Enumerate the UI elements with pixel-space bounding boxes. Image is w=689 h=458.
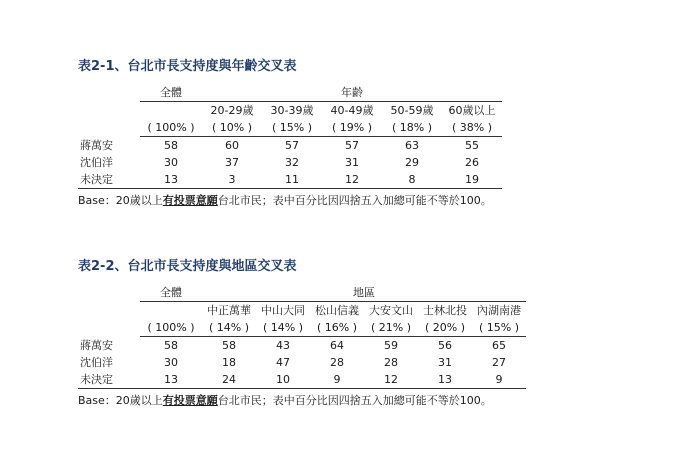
data-cell: 18 — [222, 356, 236, 369]
note-prefix: Base：20歲以上 — [78, 194, 163, 207]
data-cell: 60 — [225, 139, 239, 152]
percent-cell: ( 14% ) — [256, 319, 310, 337]
row-label: 未決定 — [78, 171, 140, 189]
note-emphasis: 有投票意願 — [162, 394, 218, 407]
data-cell: 13 — [140, 371, 202, 389]
column-header: 士林北投 — [423, 304, 467, 317]
data-cell: 10 — [256, 371, 310, 389]
group-header: 年齡 — [202, 84, 502, 102]
note-suffix: 台北市民；表中百分比因四捨五入加總可能不等於100。 — [217, 194, 492, 207]
data-cell: 30 — [164, 356, 178, 369]
data-cell: 57 — [285, 139, 299, 152]
row-label: 蔣萬安 — [80, 338, 113, 352]
data-cell: 57 — [345, 139, 359, 152]
column-header: 中山大同 — [261, 304, 305, 317]
data-cell: 28 — [330, 356, 344, 369]
base-note — [78, 392, 618, 408]
table-title: 表2-2、台北市長支持度與地區交叉表 — [78, 259, 297, 274]
data-cell: 29 — [405, 156, 419, 169]
data-cell: 3 — [202, 171, 262, 189]
column-header: 30-39歲 — [270, 104, 314, 117]
column-header: 內湖南港 — [477, 304, 521, 317]
column-header: 40-49歲 — [330, 104, 374, 117]
percent-cell: ( 100% ) — [140, 319, 202, 337]
data-cell: 9 — [472, 371, 526, 389]
data-cell: 56 — [438, 339, 452, 352]
table-row — [78, 354, 526, 371]
row-label: 蔣萬安 — [80, 138, 113, 152]
table-row — [78, 154, 502, 171]
percent-cell: ( 16% ) — [310, 319, 364, 337]
district-crosstab-section — [78, 258, 618, 408]
data-cell: 28 — [384, 356, 398, 369]
column-header: 60歲以上 — [448, 104, 496, 117]
total-header: 全體 — [140, 284, 202, 302]
data-cell: 11 — [262, 171, 322, 189]
percent-cell: ( 18% ) — [382, 119, 442, 137]
column-header: 20-29歲 — [210, 104, 254, 117]
note-suffix: 台北市民；表中百分比因四捨五入加總可能不等於100。 — [217, 394, 492, 407]
data-cell: 12 — [364, 371, 418, 389]
group-header: 地區 — [202, 284, 526, 302]
data-cell: 26 — [465, 156, 479, 169]
data-cell: 8 — [382, 171, 442, 189]
base-note — [78, 192, 618, 208]
table-row — [78, 337, 526, 355]
data-cell: 58 — [164, 339, 178, 352]
data-cell: 13 — [140, 171, 202, 189]
data-cell: 55 — [465, 139, 479, 152]
column-header: 大安文山 — [369, 304, 413, 317]
data-cell: 27 — [492, 356, 506, 369]
column-header: 松山信義 — [315, 304, 359, 317]
column-header: 中正萬華 — [207, 304, 251, 317]
data-cell: 32 — [285, 156, 299, 169]
data-cell: 30 — [164, 156, 178, 169]
table-row — [78, 171, 502, 189]
row-label: 沈伯洋 — [80, 156, 113, 169]
column-header: 50-59歲 — [390, 104, 434, 117]
table-title: 表2-1、台北市長支持度與年齡交叉表 — [78, 59, 297, 74]
data-cell: 59 — [384, 339, 398, 352]
percent-cell: ( 100% ) — [140, 119, 202, 137]
total-header: 全體 — [140, 84, 202, 102]
percent-cell: ( 38% ) — [442, 119, 502, 137]
table-row — [78, 137, 502, 155]
percent-cell: ( 15% ) — [472, 319, 526, 337]
data-cell: 19 — [442, 171, 502, 189]
data-cell: 47 — [276, 356, 290, 369]
data-cell: 37 — [225, 156, 239, 169]
district-crosstab-table — [78, 284, 526, 389]
data-cell: 58 — [222, 339, 236, 352]
data-cell: 13 — [418, 371, 472, 389]
row-label: 未決定 — [78, 371, 140, 389]
data-cell: 24 — [202, 371, 256, 389]
percent-cell: ( 20% ) — [418, 319, 472, 337]
data-cell: 31 — [438, 356, 452, 369]
data-cell: 12 — [322, 171, 382, 189]
data-cell: 63 — [405, 139, 419, 152]
percent-cell: ( 14% ) — [202, 319, 256, 337]
percent-cell: ( 21% ) — [364, 319, 418, 337]
note-prefix: Base：20歲以上 — [78, 394, 163, 407]
age-crosstab-section — [78, 58, 618, 208]
data-cell: 31 — [345, 156, 359, 169]
percent-cell: ( 10% ) — [202, 119, 262, 137]
percent-cell: ( 19% ) — [322, 119, 382, 137]
note-emphasis: 有投票意願 — [162, 194, 218, 207]
data-cell: 9 — [310, 371, 364, 389]
row-label: 沈伯洋 — [80, 356, 113, 369]
data-cell: 43 — [276, 339, 290, 352]
data-cell: 65 — [492, 339, 506, 352]
data-cell: 58 — [164, 139, 178, 152]
data-cell: 64 — [330, 339, 344, 352]
percent-cell: ( 15% ) — [262, 119, 322, 137]
age-crosstab-table — [78, 84, 502, 189]
table-row — [78, 371, 526, 389]
